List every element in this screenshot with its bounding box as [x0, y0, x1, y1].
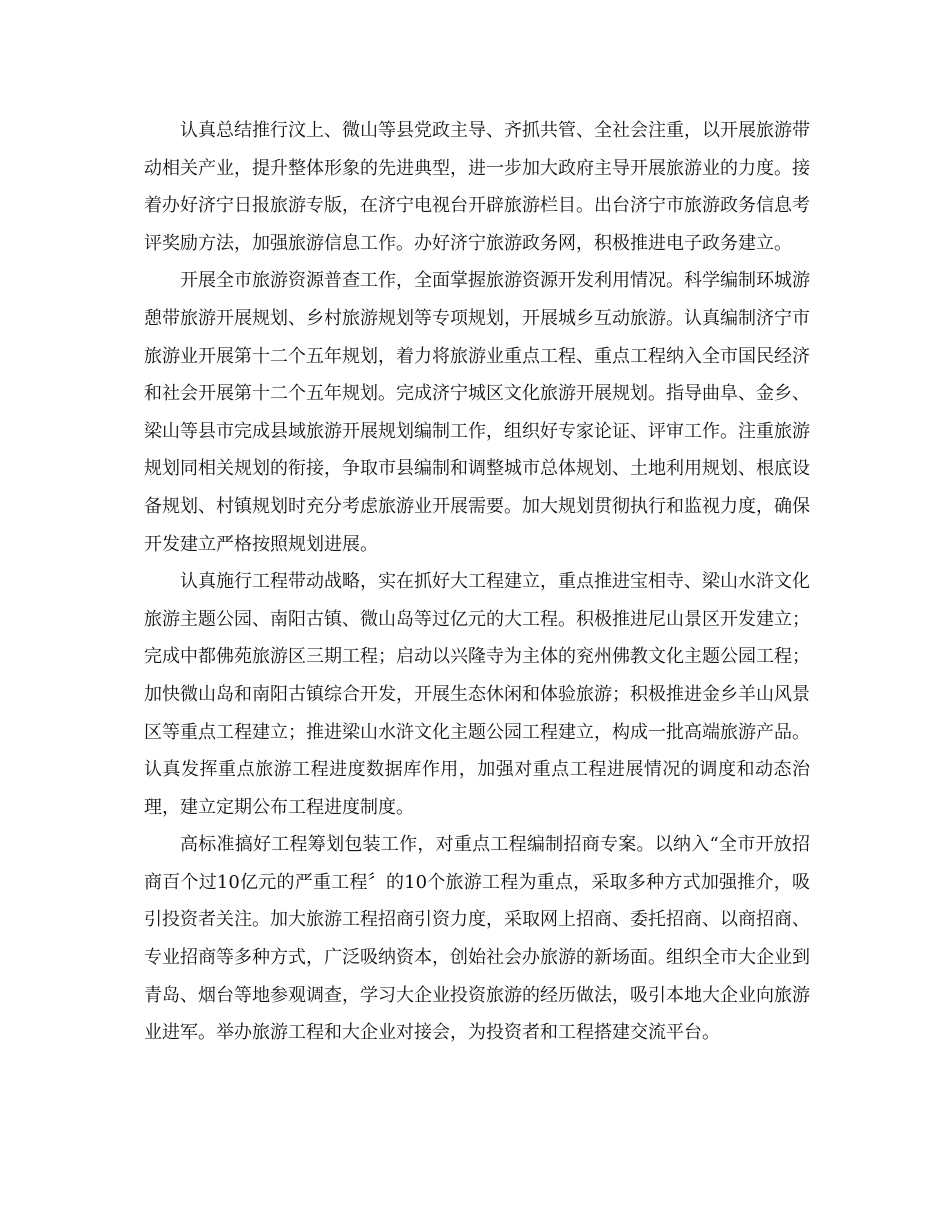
- paragraph-1: 认真总结推行汶上、微山等县党政主导、齐抓共管、全社会注重，以开展旅游带动相关产业，提升整体形象的先进典型，进一步加大政府主导开展旅游业的力度。接着办好济宁日报旅游专版，在济宁电视台开辟旅游栏目。出台济宁市旅游政务信息考评奖励方法，加强旅游信息工作。办好济宁旅游政务网，积极推进电子政务建立。: [144, 120, 810, 254]
- document-body: [144, 112, 810, 1052]
- paragraph-4: 高标准搞好工程筹划包装工作，对重点工程编制招商专案。以纳入“全市开放招商百个过10亿元的严重工程〞的10个旅游工程为重点，采取多种方式加强推介，吸引投资者关注。加大旅游工程招商引资力度，采取网上招商、委托招商、以商招商、专业招商等多种方式，广泛吸纳资本，创始社会办旅游的新场面。组织全市大企业到青岛、烟台等地参观调查，学习大企业投资旅游的经历做法，吸引本地大企业向旅游业进军。举办旅游工程和大企业对接会，为投资者和工程搭建交流平台。: [144, 834, 810, 1044]
- paragraph-2: 开展全市旅游资源普查工作，全面掌握旅游资源开发利用情况。科学编制环城游憩带旅游开展规划、乡村旅游规划等专项规划，开展城乡互动旅游。认真编制济宁市旅游业开展第十二个五年规划，着力将旅游业重点工程、重点工程纳入全市国民经济和社会开展第十二个五年规划。完成济宁城区文化旅游开展规划。指导曲阜、金乡、梁山等县市完成县域旅游开展规划编制工作，组织好专家论证、评审工作。注重旅游规划同相关规划的衔接，争取市县编制和调整城市总体规划、土地利用规划、根底设备规划、村镇规划时充分考虑旅游业开展需要。加大规划贯彻执行和监视力度，确保开发建立严格按照规划进展。: [144, 270, 810, 555]
- paragraph-3: 认真施行工程带动战略，实在抓好大工程建立，重点推进宝相寺、梁山水浒文化旅游主题公园、南阳古镇、微山岛等过亿元的大工程。积极推进尼山景区开发建立；完成中都佛苑旅游区三期工程；启动以兴隆寺为主体的兖州佛教文化主题公园工程；加快微山岛和南阳古镇综合开发，开展生态休闲和体验旅游；积极推进金乡羊山风景区等重点工程建立；推进梁山水浒文化主题公园工程建立，构成一批高端旅游产品。认真发挥重点旅游工程进度数据库作用，加强对重点工程进展情况的调度和动态治理，建立定期公布工程进度制度。: [144, 571, 810, 818]
